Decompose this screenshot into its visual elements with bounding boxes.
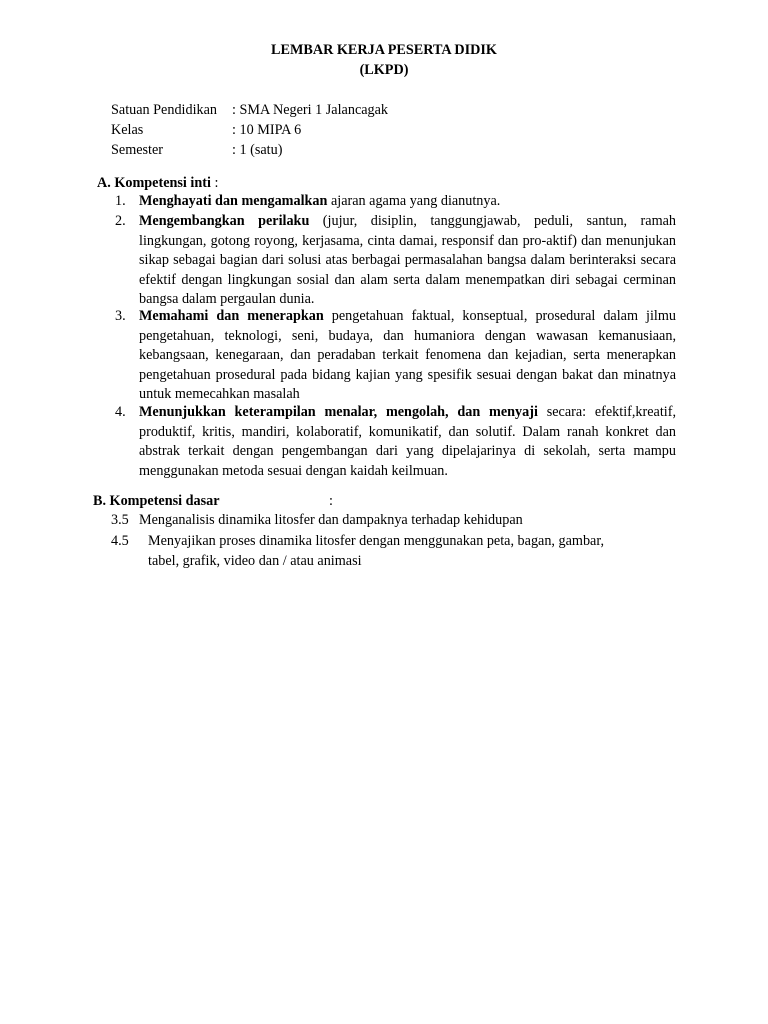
kd-number: 3.5 [111,512,129,528]
ki-bold-phrase: Memahami dan menerapkan [139,308,324,324]
ki-text [139,403,676,481]
kd-text-line-2: tabel, grafik, video dan / atau animasi [148,553,362,569]
section-a-colon: : [210,175,219,191]
kd-text: Menganalisis dinamika litosfer dan dampaknya terhadap kehidupan [139,512,523,528]
info-row-kelas [111,120,388,140]
ki-body: secara: efektif,kreatif, produktif, kritis, mandiri, kolaboratif, komunikatif, dan solutif. Dalam ranah konkret dan abstrak terkait dengan pengembangan dari yang dipelajarinya di sekolah, serta mampu menggunakan metoda sesuai dengan kaidah keilmuan. [139,404,676,479]
ki-item-4 [115,403,676,481]
ki-number: 2. [115,213,126,229]
ki-bold-phrase: Menunjukkan keterampilan menalar, mengolah, dan menyaji [139,404,538,420]
ki-bold-phrase: Menghayati dan mengamalkan [139,193,328,209]
kd-number: 4.5 [111,533,129,549]
section-b-title: B. Kompetensi dasar [93,493,220,509]
ki-number: 4. [115,404,126,420]
section-b-heading [93,491,333,511]
ki-body: pengetahuan faktual, konseptual, prosedural dalam jilmu pengetahuan, teknologi, seni, budaya, dan humaniora dengan wawasan kemanusiaan, kebangsaan, kenegaraan, dan peradaban terkait fenomena dan kejadian, serta menerapkan pengetahuan prosedural pada bidang kajian yang spesifik sesuai dengan bakat dan minatnya untuk memecahkan masalah [139,308,676,402]
ki-text [139,307,676,405]
document-subtitle: (LKPD) [359,62,409,78]
ki-item-2 [115,212,676,310]
info-value: : SMA Negeri 1 Jalancagak [232,102,389,118]
ki-item-3 [115,307,676,405]
ki-body: ajaran agama yang dianutnya. [327,193,501,209]
ki-body: (jujur, disiplin, tanggungjawab, peduli, santun, ramah lingkungan, gotong royong, kerjasama, cinta damai, responsif dan pro-aktif) dan menunjukan sikap sebagai bagian dari solusi atas berbagai permasalahan bangsa dalam berinteraksi secara efektif dengan lingkungan sosial dan alam serta dalam menempatkan diri sebagai cerminan bangsa dalam pergaulan dunia. [139,213,676,307]
ki-text [139,192,676,212]
ki-number: 3. [115,308,126,324]
ki-bold-phrase: Mengembangkan perilaku [139,213,310,229]
section-b-colon: : [329,493,333,509]
info-row-semester [111,140,388,160]
identity-block [111,100,388,160]
document-title: LEMBAR KERJA PESERTA DIDIK [271,42,497,58]
ki-number: 1. [115,193,126,209]
info-row-satuan [111,100,388,120]
kd-text-line-1: Menyajikan proses dinamika litosfer dengan menggunakan peta, bagan, gambar, [148,533,605,549]
info-value: : 10 MIPA 6 [232,122,302,138]
info-label: Kelas [111,122,144,138]
info-value: : 1 (satu) [232,142,283,158]
ki-text [139,212,676,310]
info-label: Semester [111,142,164,158]
section-a-heading [97,173,218,193]
info-label: Satuan Pendidikan [111,102,217,118]
section-a-title: A. Kompetensi inti [97,175,211,191]
ki-item-1 [115,192,676,212]
